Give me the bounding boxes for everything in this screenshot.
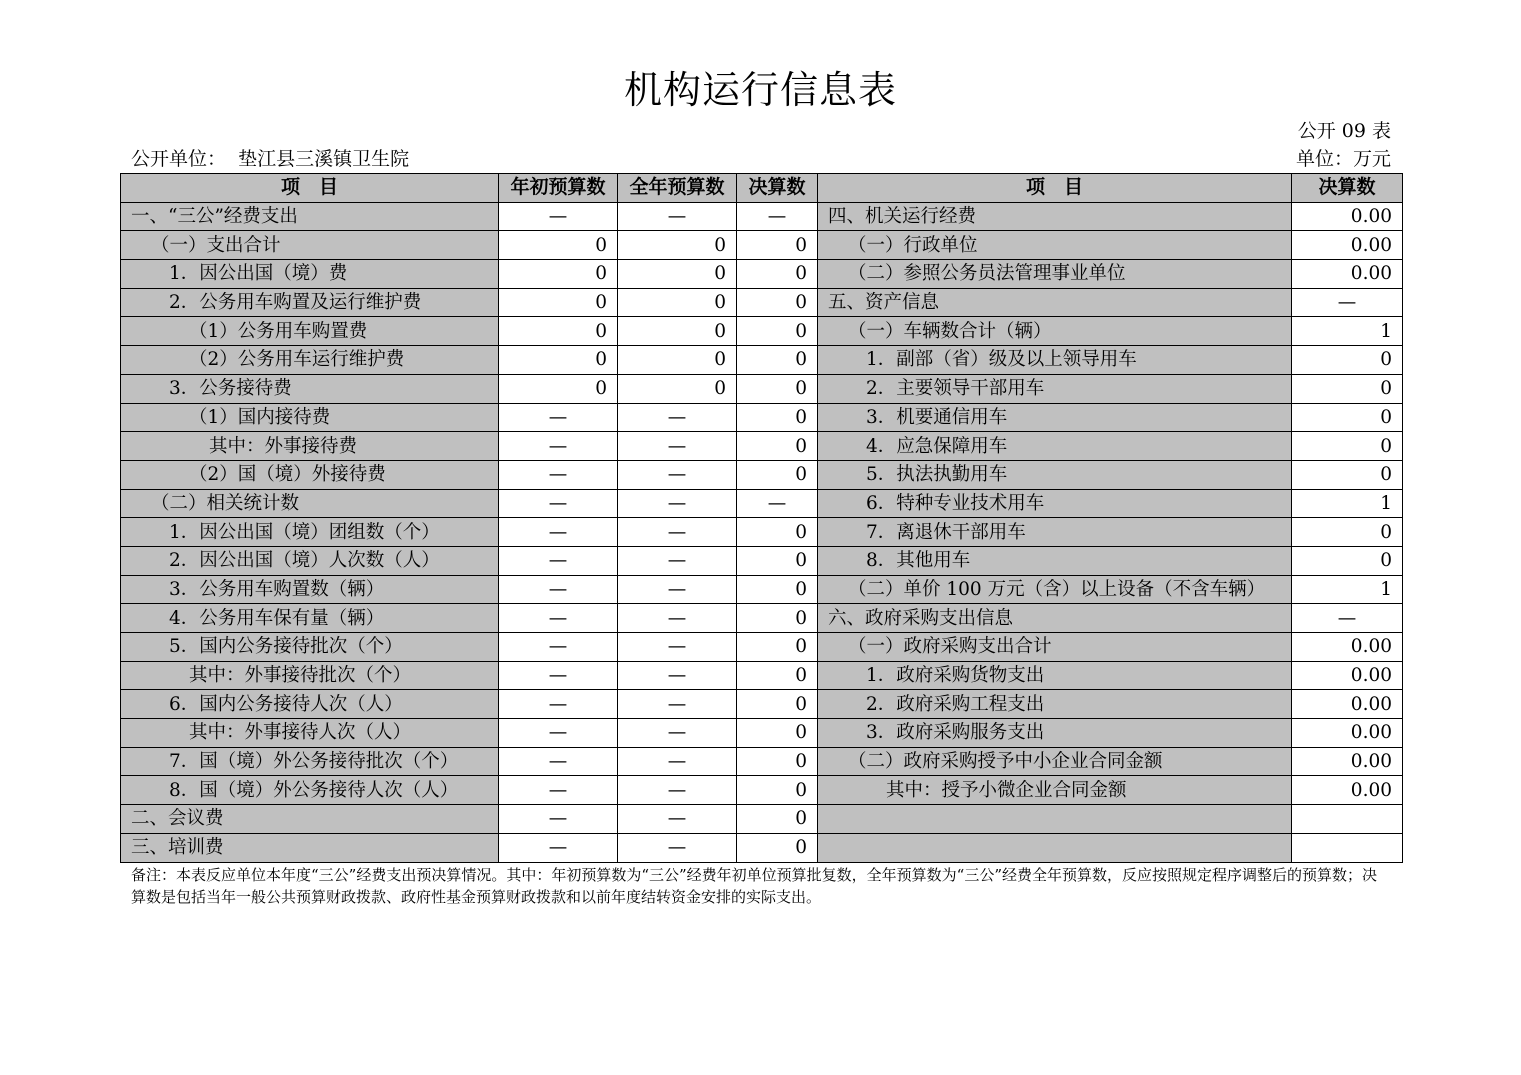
header-left-item: 项 目 bbox=[121, 174, 499, 203]
table-row bbox=[121, 374, 1403, 403]
header-right-item: 项 目 bbox=[818, 174, 1292, 203]
begin-budget-cell: — bbox=[499, 719, 618, 748]
right-item-label: 7．离退休干部用车 bbox=[818, 518, 1292, 547]
full-budget-cell: 0 bbox=[618, 288, 737, 317]
right-final-cell: 0.00 bbox=[1292, 231, 1403, 260]
begin-budget-cell: — bbox=[499, 518, 618, 547]
left-item-label: 三、培训费 bbox=[121, 833, 499, 862]
final-cell: 0 bbox=[737, 575, 818, 604]
full-budget-cell: 0 bbox=[618, 231, 737, 260]
begin-budget-cell: — bbox=[499, 833, 618, 862]
right-final-cell: 1 bbox=[1292, 489, 1403, 518]
full-budget-cell: — bbox=[618, 633, 737, 662]
full-budget-cell: 0 bbox=[618, 346, 737, 375]
final-cell: 0 bbox=[737, 518, 818, 547]
left-item-label: 6．国内公务接待人次（人） bbox=[121, 690, 499, 719]
full-budget-cell: — bbox=[618, 719, 737, 748]
right-final-cell: 0 bbox=[1292, 432, 1403, 461]
publishing-unit bbox=[131, 147, 409, 171]
right-item-label: （一）车辆数合计（辆） bbox=[818, 317, 1292, 346]
begin-budget-cell: — bbox=[499, 546, 618, 575]
right-final-cell: 0.00 bbox=[1292, 202, 1403, 231]
final-cell: 0 bbox=[737, 288, 818, 317]
full-budget-cell: — bbox=[618, 805, 737, 834]
full-budget-cell: 0 bbox=[618, 260, 737, 289]
final-cell: 0 bbox=[737, 403, 818, 432]
full-budget-cell: — bbox=[618, 546, 737, 575]
final-cell: 0 bbox=[737, 719, 818, 748]
left-item-label: 2．因公出国（境）人次数（人） bbox=[121, 546, 499, 575]
right-final-cell bbox=[1292, 805, 1403, 834]
begin-budget-cell: 0 bbox=[499, 346, 618, 375]
page-title: 机构运行信息表 bbox=[623, 68, 897, 112]
table-row bbox=[121, 776, 1403, 805]
left-item-label: （2）公务用车运行维护费 bbox=[121, 346, 499, 375]
info-table bbox=[120, 173, 1403, 863]
right-final-cell: 0 bbox=[1292, 403, 1403, 432]
right-final-cell: 0.00 bbox=[1292, 776, 1403, 805]
left-item-label: （二）相关统计数 bbox=[121, 489, 499, 518]
header-begin-budget: 年初预算数 bbox=[499, 174, 618, 203]
table-row bbox=[121, 489, 1403, 518]
right-final-cell: 0.00 bbox=[1292, 719, 1403, 748]
right-final-cell: 0.00 bbox=[1292, 747, 1403, 776]
begin-budget-cell: — bbox=[499, 805, 618, 834]
begin-budget-cell: — bbox=[499, 460, 618, 489]
left-item-label: 4．公务用车保有量（辆） bbox=[121, 604, 499, 633]
full-budget-cell: — bbox=[618, 460, 737, 489]
table-row bbox=[121, 403, 1403, 432]
right-final-cell: — bbox=[1292, 604, 1403, 633]
left-item-label: 8．国（境）外公务接待人次（人） bbox=[121, 776, 499, 805]
table-row bbox=[121, 805, 1403, 834]
left-item-label: 3．公务接待费 bbox=[121, 374, 499, 403]
begin-budget-cell: — bbox=[499, 633, 618, 662]
right-item-label bbox=[818, 805, 1292, 834]
begin-budget-cell: 0 bbox=[499, 231, 618, 260]
begin-budget-cell: — bbox=[499, 690, 618, 719]
final-cell: 0 bbox=[737, 776, 818, 805]
begin-budget-cell: — bbox=[499, 747, 618, 776]
left-item-label: （一）支出合计 bbox=[121, 231, 499, 260]
left-item-label: 一、“三公”经费支出 bbox=[121, 202, 499, 231]
table-row bbox=[121, 288, 1403, 317]
table-row bbox=[121, 690, 1403, 719]
begin-budget-cell: — bbox=[499, 575, 618, 604]
full-budget-cell: — bbox=[618, 776, 737, 805]
table-row bbox=[121, 202, 1403, 231]
full-budget-cell: — bbox=[618, 403, 737, 432]
right-final-cell: — bbox=[1292, 288, 1403, 317]
right-item-label: 3．机要通信用车 bbox=[818, 403, 1292, 432]
right-item-label: 2．政府采购工程支出 bbox=[818, 690, 1292, 719]
table-row bbox=[121, 833, 1403, 862]
right-final-cell: 0 bbox=[1292, 346, 1403, 375]
right-item-label: 4．应急保障用车 bbox=[818, 432, 1292, 461]
table-row bbox=[121, 518, 1403, 547]
right-item-label: （二）单价 100 万元（含）以上设备（不含车辆） bbox=[818, 575, 1292, 604]
table-row bbox=[121, 432, 1403, 461]
final-cell: 0 bbox=[737, 661, 818, 690]
right-item-label: 2．主要领导干部用车 bbox=[818, 374, 1292, 403]
begin-budget-cell: — bbox=[499, 776, 618, 805]
table-row bbox=[121, 747, 1403, 776]
full-budget-cell: — bbox=[618, 202, 737, 231]
left-item-label: （1）公务用车购置费 bbox=[121, 317, 499, 346]
begin-budget-cell: — bbox=[499, 432, 618, 461]
full-budget-cell: — bbox=[618, 518, 737, 547]
right-final-cell: 0.00 bbox=[1292, 690, 1403, 719]
right-item-label: 六、政府采购支出信息 bbox=[818, 604, 1292, 633]
right-item-label: （一）行政单位 bbox=[818, 231, 1292, 260]
right-item-label: 6．特种专业技术用车 bbox=[818, 489, 1292, 518]
final-cell: 0 bbox=[737, 833, 818, 862]
right-final-cell: 0.00 bbox=[1292, 661, 1403, 690]
table-row bbox=[121, 633, 1403, 662]
full-budget-cell: — bbox=[618, 661, 737, 690]
table-row bbox=[121, 719, 1403, 748]
header-full-budget: 全年预算数 bbox=[618, 174, 737, 203]
table-row bbox=[121, 317, 1403, 346]
right-item-label: （二）参照公务员法管理事业单位 bbox=[818, 260, 1292, 289]
right-final-cell: 0 bbox=[1292, 518, 1403, 547]
right-final-cell bbox=[1292, 833, 1403, 862]
table-row bbox=[121, 346, 1403, 375]
full-budget-cell: — bbox=[618, 690, 737, 719]
right-item-label: 5．执法执勤用车 bbox=[818, 460, 1292, 489]
right-final-cell: 0 bbox=[1292, 460, 1403, 489]
final-cell: 0 bbox=[737, 604, 818, 633]
right-item-label: 五、资产信息 bbox=[818, 288, 1292, 317]
begin-budget-cell: 0 bbox=[499, 260, 618, 289]
header-final: 决算数 bbox=[737, 174, 818, 203]
full-budget-cell: 0 bbox=[618, 374, 737, 403]
right-final-cell: 0.00 bbox=[1292, 260, 1403, 289]
table-row bbox=[121, 231, 1403, 260]
full-budget-cell: — bbox=[618, 604, 737, 633]
right-item-label: （二）政府采购授予中小企业合同金额 bbox=[818, 747, 1292, 776]
full-budget-cell: — bbox=[618, 489, 737, 518]
table-row bbox=[121, 546, 1403, 575]
final-cell: 0 bbox=[737, 460, 818, 489]
begin-budget-cell: — bbox=[499, 604, 618, 633]
final-cell: 0 bbox=[737, 374, 818, 403]
final-cell: 0 bbox=[737, 260, 818, 289]
full-budget-cell: — bbox=[618, 747, 737, 776]
table-row bbox=[121, 661, 1403, 690]
left-item-label: 其中：外事接待人次（人） bbox=[121, 719, 499, 748]
left-item-label: （1）国内接待费 bbox=[121, 403, 499, 432]
left-item-label: （2）国（境）外接待费 bbox=[121, 460, 499, 489]
begin-budget-cell: — bbox=[499, 661, 618, 690]
final-cell: 0 bbox=[737, 546, 818, 575]
left-item-label: 1．因公出国（境）费 bbox=[121, 260, 499, 289]
right-item-label bbox=[818, 833, 1292, 862]
left-item-label: 其中：外事接待费 bbox=[121, 432, 499, 461]
table-row bbox=[121, 460, 1403, 489]
full-budget-cell: — bbox=[618, 833, 737, 862]
publishing-unit-label: 公开单位： bbox=[131, 148, 227, 170]
right-final-cell: 0 bbox=[1292, 546, 1403, 575]
table-header-row bbox=[121, 174, 1403, 203]
left-item-label: 3．公务用车购置数（辆） bbox=[121, 575, 499, 604]
right-item-label: 四、机关运行经费 bbox=[818, 202, 1292, 231]
table-row bbox=[121, 260, 1403, 289]
left-item-label: 1．因公出国（境）团组数（个） bbox=[121, 518, 499, 547]
final-cell: 0 bbox=[737, 747, 818, 776]
begin-budget-cell: 0 bbox=[499, 317, 618, 346]
begin-budget-cell: — bbox=[499, 403, 618, 432]
header-right-final: 决算数 bbox=[1292, 174, 1403, 203]
right-final-cell: 0 bbox=[1292, 374, 1403, 403]
begin-budget-cell: 0 bbox=[499, 374, 618, 403]
left-item-label: 其中：外事接待批次（个） bbox=[121, 661, 499, 690]
right-item-label: 其中：授予小微企业合同金额 bbox=[818, 776, 1292, 805]
begin-budget-cell: — bbox=[499, 202, 618, 231]
left-item-label: 7．国（境）外公务接待批次（个） bbox=[121, 747, 499, 776]
right-item-label: 8．其他用车 bbox=[818, 546, 1292, 575]
right-item-label: （一）政府采购支出合计 bbox=[818, 633, 1292, 662]
publishing-unit-name: 垫江县三溪镇卫生院 bbox=[238, 148, 410, 170]
footnote: 备注：本表反应单位本年度“三公”经费支出预决算情况。其中：年初预算数为“三公”经费年初单位预算批复数，全年预算数为“三公”经费全年预算数，反应按照规定程序调整后的预算数；决算数是包括当年一般公共预算财政拨款、政府性基金预算财政拨款和以前年度结转资金安排的实际支出。 bbox=[131, 866, 1378, 906]
begin-budget-cell: 0 bbox=[499, 288, 618, 317]
final-cell: 0 bbox=[737, 231, 818, 260]
final-cell: 0 bbox=[737, 432, 818, 461]
final-cell: 0 bbox=[737, 805, 818, 834]
final-cell: 0 bbox=[737, 317, 818, 346]
full-budget-cell: — bbox=[618, 432, 737, 461]
begin-budget-cell: — bbox=[499, 489, 618, 518]
table-row bbox=[121, 575, 1403, 604]
full-budget-cell: — bbox=[618, 575, 737, 604]
right-final-cell: 1 bbox=[1292, 317, 1403, 346]
right-item-label: 1．政府采购货物支出 bbox=[818, 661, 1292, 690]
final-cell: 0 bbox=[737, 633, 818, 662]
final-cell: — bbox=[737, 489, 818, 518]
table-row bbox=[121, 604, 1403, 633]
full-budget-cell: 0 bbox=[618, 317, 737, 346]
form-number: 公开 09 表 bbox=[1297, 120, 1391, 142]
right-item-label: 3．政府采购服务支出 bbox=[818, 719, 1292, 748]
currency-unit: 单位：万元 bbox=[1295, 148, 1391, 170]
final-cell: 0 bbox=[737, 346, 818, 375]
right-item-label: 1．副部（省）级及以上领导用车 bbox=[818, 346, 1292, 375]
final-cell: — bbox=[737, 202, 818, 231]
left-item-label: 2．公务用车购置及运行维护费 bbox=[121, 288, 499, 317]
left-item-label: 5．国内公务接待批次（个） bbox=[121, 633, 499, 662]
right-final-cell: 1 bbox=[1292, 575, 1403, 604]
right-final-cell: 0.00 bbox=[1292, 633, 1403, 662]
final-cell: 0 bbox=[737, 690, 818, 719]
left-item-label: 二、会议费 bbox=[121, 805, 499, 834]
